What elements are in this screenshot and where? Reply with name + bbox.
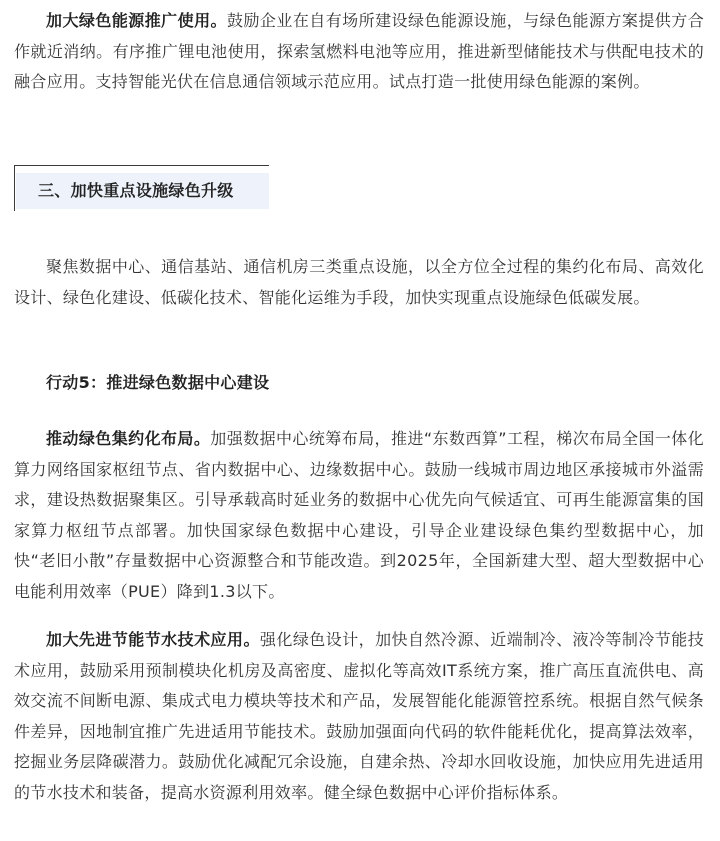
paragraph-body-intensive-layout: 加强数据中心统筹布局，推进“东数西算”工程，梯次布局全国一体化算力网络国家枢纽节点、省内数据中心、边缘数据中心。鼓励一线城市周边地区承接城市外溢需求，建设热数据聚集区。引导承载高时延业务的数据中心优先向气候适宜、可再生能源富集的国家算力枢纽节点部署。加快国家绿色数据中心建设，引导企业建设绿色集约型数据中心，加快“老旧小散”存量数据中心资源整合和节能改造。到2025年，全国新建大型、超大型数据中心电能利用效率（PUE）降到1.3以下。 bbox=[14, 429, 704, 601]
paragraph-lead-energy-saving: 加大先进节能节水技术应用。 bbox=[46, 630, 260, 649]
paragraph-lead-green-energy: 加大绿色能源推广使用。 bbox=[46, 11, 227, 30]
paragraph-energy-saving bbox=[14, 625, 704, 808]
paragraph-body-key-facilities: 聚焦数据中心、通信基站、通信机房三类重点设施，以全方位全过程的集约化布局、高效化设计、绿色化建设、低碳化技术、智能化运维为手段，加快实现重点设施绿色低碳发展。 bbox=[14, 257, 704, 307]
section-heading-box bbox=[14, 165, 269, 211]
paragraph-key-facilities bbox=[14, 252, 704, 313]
heading-left-border bbox=[14, 165, 15, 211]
paragraph-green-energy bbox=[14, 6, 704, 98]
action-heading: 行动5：推进绿色数据中心建设 bbox=[46, 373, 270, 392]
paragraph-intensive-layout bbox=[14, 424, 704, 607]
heading-top-border bbox=[14, 165, 269, 166]
paragraph-lead-intensive-layout: 推动绿色集约化布局。 bbox=[46, 429, 211, 448]
paragraph-body-green-energy: 鼓励企业在自有场所建设绿色能源设施，与绿色能源方案提供方合作就近消纳。有序推广锂电池使用，探索氢燃料电池等应用，推进新型储能技术与供配电技术的融合应用。支持智能光伏在信息通信领域示范应用。试点打造一批使用绿色能源的案例。 bbox=[14, 11, 704, 91]
section-heading: 三、加快重点设施绿色升级 bbox=[38, 181, 234, 200]
paragraph-body-energy-saving: 强化绿色设计，加快自然冷源、近端制冷、液冷等制冷节能技术应用，鼓励采用预制模块化机房及高密度、虚拟化等高效IT系统方案，推广高压直流供电、高效交流不间断电源、集成式电力模块等技术和产品，发展智能化能源管控系统。根据自然气候条件差异，因地制宜推广先进适用节能技术。鼓励加强面向代码的软件能耗优化，提高算法效率，挖掘业务层降碳潜力。鼓励优化减配冗余设施，自建余热、冷却水回收设施，加快应用先进适用的节水技术和装备，提高水资源利用效率。健全绿色数据中心评价指标体系。 bbox=[14, 630, 704, 802]
